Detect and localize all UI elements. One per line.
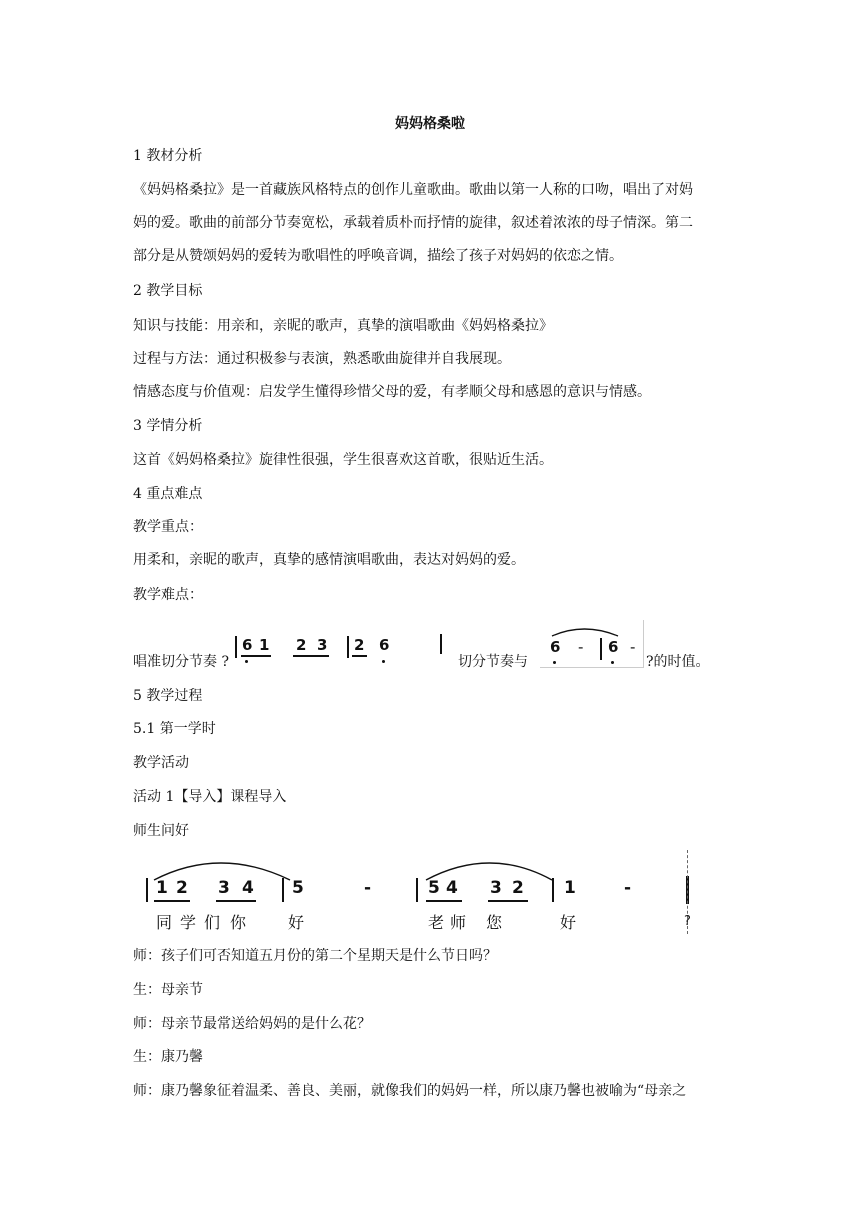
dash: -: [630, 638, 636, 656]
lyric: 好: [288, 913, 305, 932]
note: 3: [490, 878, 502, 898]
note: 3: [218, 878, 230, 898]
section-heading: 4 重点难点: [133, 486, 203, 502]
dialogue-line: 生：康乃馨: [133, 1049, 203, 1065]
dialogue-line: 师：康乃馨象征着温柔、善良、美丽，就像我们的妈妈一样，所以康乃馨也被喻为“母亲之: [133, 1083, 687, 1099]
section-heading: 3 学情分析: [133, 418, 203, 434]
note: 2: [354, 636, 365, 654]
note: 2: [176, 878, 188, 898]
dash: -: [364, 878, 372, 898]
lyric: 们: [204, 913, 221, 932]
paragraph-line: 妈的爱。歌曲的前部分节奏宽松，承载着质朴而抒情的旋律，叙述着浓浓的母子情深。第二: [133, 215, 693, 231]
dialogue-line: 师：孩子们可否知道五月份的第二个星期天是什么节日吗？: [133, 948, 497, 964]
jianpu-tie: [540, 620, 645, 668]
difficulty-mid: 切分节奏与: [458, 654, 528, 670]
note: 4: [242, 878, 254, 898]
difficulty-label: 教学难点：: [133, 587, 203, 603]
dash: -: [624, 878, 632, 898]
note: 1: [156, 878, 168, 898]
activity-item: 活动 1【导入】课程导入: [133, 789, 287, 805]
lyric: 老: [428, 913, 445, 932]
section-heading: 5 教学过程: [133, 688, 203, 704]
key-text: 用柔和，亲昵的歌声，真挚的感情演唱歌曲，表达对妈妈的爱。: [133, 552, 525, 568]
section-heading: 2 教学目标: [133, 283, 203, 299]
key-label: 教学重点：: [133, 519, 203, 535]
jianpu-syncopation: [233, 628, 448, 668]
lyric: 您: [486, 913, 503, 932]
note: 2: [512, 878, 524, 898]
lyric: 学: [180, 913, 197, 932]
note: 6: [608, 638, 619, 656]
note: 2: [296, 636, 307, 654]
note: 5: [428, 878, 440, 898]
note: 1: [259, 636, 270, 654]
jianpu-greeting: [140, 850, 700, 934]
goal-emotion: 情感态度与价值观：启发学生懂得珍惜父母的爱，有孝顺父母和感恩的意识与情感。: [133, 384, 651, 400]
tie-arc: [540, 620, 645, 640]
dialogue-line: 师：母亲节最常送给妈妈的是什么花？: [133, 1016, 371, 1032]
lyric: 你: [230, 913, 247, 932]
note: 6: [379, 636, 390, 654]
subsection-heading: 5.1 第一学时: [133, 721, 216, 737]
lyric: 好: [560, 913, 577, 932]
goal-process: 过程与方法：通过积极参与表演，熟悉歌曲旋律并自我展现。: [133, 351, 511, 367]
difficulty-pre: 唱准切分节奏 ?: [133, 654, 229, 670]
goal-knowledge: 知识与技能：用亲和，亲昵的歌声，真挚的演唱歌曲《妈妈格桑拉》: [133, 318, 553, 334]
note: 1: [564, 878, 576, 898]
note: 6: [550, 638, 561, 656]
paragraph-line: 这首《妈妈格桑拉》旋律性很强，学生很喜欢这首歌，很贴近生活。: [133, 452, 553, 468]
difficulty-post: ?的时值。: [646, 654, 710, 670]
note: 3: [317, 636, 328, 654]
paragraph-line: 《妈妈格桑拉》是一首藏族风格特点的创作儿童歌曲。歌曲以第一人称的口吻，唱出了对妈: [133, 182, 693, 198]
dialogue-line: 生：母亲节: [133, 982, 203, 998]
section-heading: 1 教材分析: [133, 148, 203, 164]
greeting-label: 师生问好: [133, 823, 189, 839]
paragraph-line: 部分是从赞颂妈妈的爱转为歌唱性的呼唤音调，描绘了孩子对妈妈的依恋之情。: [133, 248, 623, 264]
activity-heading: 教学活动: [133, 755, 189, 771]
note: 6: [242, 636, 253, 654]
page-title: 妈妈格桑啦: [395, 116, 465, 132]
dash: -: [578, 638, 584, 656]
note: 4: [446, 878, 458, 898]
note: 5: [292, 878, 304, 898]
trailing-mark: ?: [684, 914, 691, 929]
lyric: 同: [156, 913, 173, 932]
lyric: 师: [450, 913, 467, 932]
